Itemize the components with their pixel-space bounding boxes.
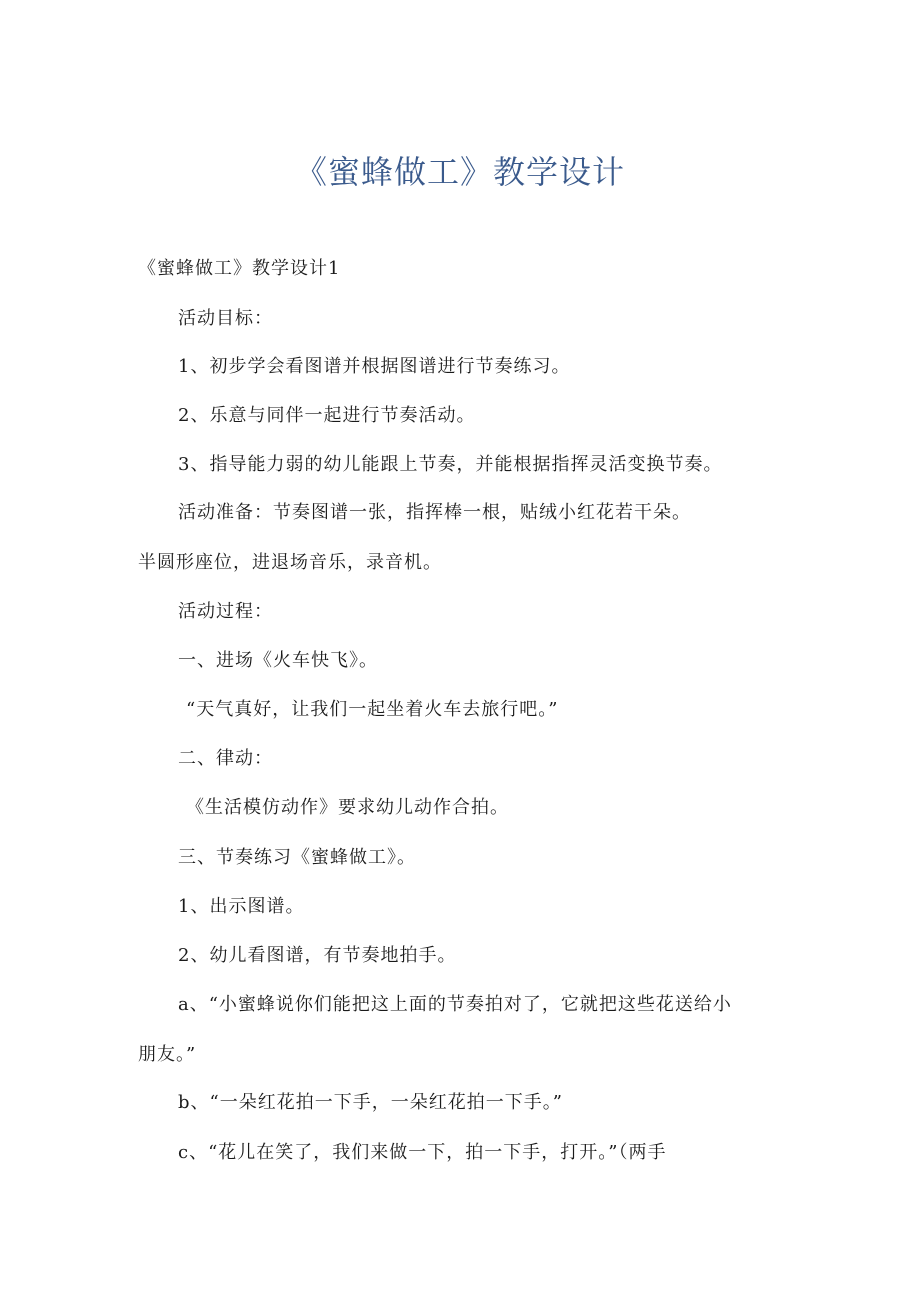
paragraph-line: 半圆形座位，进退场音乐，录音机。 [138, 552, 442, 573]
paragraph-line: 1、初步学会看图谱并根据图谱进行节奏练习。 [178, 356, 571, 377]
paragraph-line: b、“一朵红花拍一下手，一朵红花拍一下手。” [178, 1092, 563, 1113]
paragraph-line: 《生活模仿动作》要求幼儿动作合拍。 [186, 797, 509, 818]
paragraph-line: 2、幼儿看图谱，有节奏地拍手。 [178, 945, 457, 966]
paragraph-line: a、“小蜜蜂说你们能把这上面的节奏拍对了，它就把这些花送给小 [178, 994, 732, 1015]
section-heading: 《蜜蜂做工》教学设计1 [138, 258, 341, 279]
paragraph-line: c、“花儿在笑了，我们来做一下，拍一下手，打开。”（两手 [178, 1142, 667, 1163]
paragraph-line: 二、律动： [178, 748, 273, 769]
paragraph-line: 1、出示图谱。 [178, 896, 305, 917]
document-title: 《蜜蜂做工》教学设计 [294, 153, 625, 191]
paragraph-line: “天气真好，让我们一起坐着火车去旅行吧。” [186, 699, 559, 720]
paragraph-line: 2、乐意与同伴一起进行节奏活动。 [178, 405, 476, 426]
paragraph-line: 三、节奏练习《蜜蜂做工》。 [178, 847, 416, 868]
paragraph-line: 3、指导能力弱的幼儿能跟上节奏，并能根据指挥灵活变换节奏。 [178, 454, 723, 475]
paragraph-line: 活动准备：节奏图谱一张，指挥棒一根，贴绒小红花若干朵。 [178, 502, 691, 523]
paragraph-line: 活动过程： [178, 601, 273, 622]
paragraph-line: 活动目标： [178, 308, 273, 329]
paragraph-line: 一、进场《火车快飞》。 [178, 650, 378, 671]
paragraph-line: 朋友。” [138, 1044, 197, 1065]
